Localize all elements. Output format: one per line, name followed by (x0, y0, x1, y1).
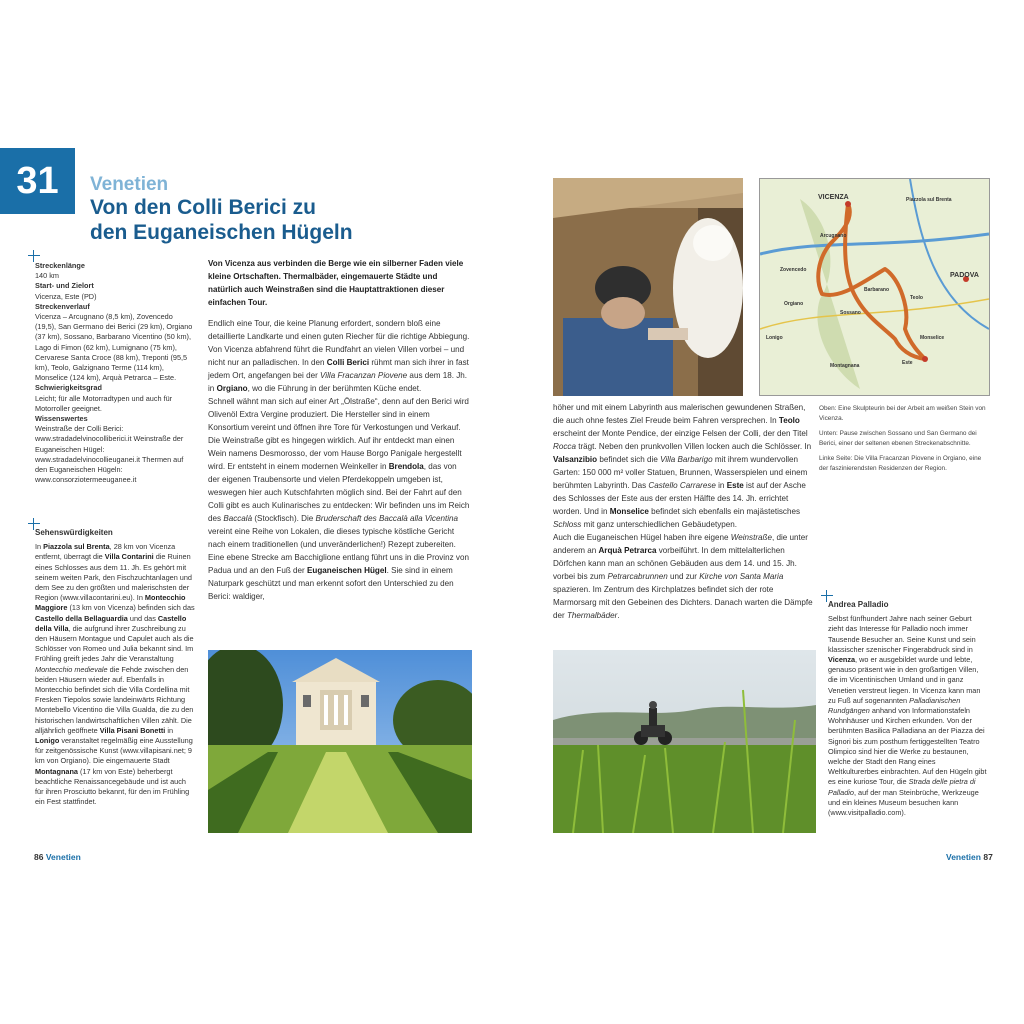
map-label-este: Este (902, 360, 913, 366)
palladio-heading: Andrea Palladio (828, 600, 889, 609)
map-label-lonigo: Lonigo (766, 335, 783, 341)
main-text-column-2 (553, 401, 815, 622)
caption-bottom: Unten: Pause zwischen Sossano und San Germano dei Berici, einer der seltenen ebenen Streckenabschnitte. (819, 430, 977, 447)
info-route: Vicenza – Arcugnano (8,5 km), Zovencedo (19,5), San Germano dei Berici (29 km), Orgiano (37 km), Sossano, Barbarano Vicentino (50 km), Lago di Fimon (62 km), Lumignano (75 km), Cervarese Santa Croce (88 km), Treponti (95,5 km), Teolo, Galzignano Terme (114 km), Monselice (124 km), Arquà Petrarca – Este. (35, 312, 193, 383)
folio-section-left: Venetien (45, 852, 81, 862)
info-difficulty: Leicht; für alle Motorradtypen und auch für Motorroller geeignet. (35, 393, 173, 413)
main-text-column-1 (208, 257, 470, 603)
info-knowledge-heading: Wissenswertes (35, 414, 88, 424)
info-route-heading: Streckenverlauf (35, 301, 90, 311)
captions-box (819, 404, 989, 480)
info-box (35, 261, 195, 485)
motorcycle-illustration (553, 650, 816, 833)
paragraph: höher und mit einem Labyrinth aus malerischen gewundenen Straßen, die auch ohne festes Ziel Freude beim Fahren versprechen. In Teolo erscheint der Monte Pendice, der einzige Felsen der Colli, der den Titel Rocca trägt. Neben den prunkvollen Villen locken auch die Schlösser. In Valsanzibio befindet sich die Villa Barbarigo mit ihrem wundervollen Garten: 150 000 m² voller Statuen, Brunnen, Wasserspielen und einem berühmten Labyrinth. Das Castello Carrarese in Este ist auf der Asche des Schlosses der Este aus der ersten Hälfte des 14. Jh. errichtet worden. Und in Monselice befindet sich ebenfalls ein majästetisches Schloss mit ganz unterschiedlichen Gebäudetypen. (553, 403, 812, 529)
tour-number-box: 31 (0, 148, 75, 214)
info-knowledge: Weinstraße der Colli Berici: www.stradadelvinocolliberici.it Weinstraße der Euganeischen Hügel: www.stradadelvinocollieuganei.it Thermen auf den Euganeischen Hügeln: www.consorziotermeeuganee.it (35, 424, 184, 485)
page-number-right: 87 (983, 852, 993, 862)
info-start-heading: Start- und Zielort (35, 281, 94, 291)
caption-top: Oben: Eine Skulpteurin bei der Arbeit am weißen Stein von Vicenza. (819, 405, 986, 422)
region-label: Venetien (90, 174, 169, 195)
caption-left-page: Linke Seite: Die Villa Fracanzan Piovene in Orgiano, eine der faszinierendsten Residenzen der Region. (819, 455, 982, 472)
map-label-brenta: Piazzola sul Brenta (906, 197, 952, 203)
title-line-1: Von den Colli Berici zu (90, 196, 316, 219)
info-difficulty-heading: Schwierigkeitsgrad (35, 383, 102, 393)
folio-right (946, 852, 993, 862)
sculptor-photo (553, 178, 743, 396)
map-label-vicenza: VICENZA (818, 194, 849, 201)
map-label-montagnana: Montagnana (830, 363, 860, 369)
sculptor-illustration (553, 178, 743, 396)
sights-box (35, 528, 195, 807)
villa-photo (208, 650, 472, 833)
info-length-heading: Streckenlänge (35, 261, 85, 270)
palladio-text: Selbst fünfhundert Jahre nach seiner Geburt zieht das Interesse für Palladio noch immer Tausende Besucher an. Seine Kunst und sein klassischer szenischer Fingerabdruck sind in Vicenza, wo er ausgebildet wurde und lebte, genauso präsent wie in den großartigen Villen, die im Vicentinischen Umland und in ganz Venetien verstreut liegen. In Vicenza kann man zu Fuß auf sogenannten Palladianischen Rundgängen anhand von Informationstafeln Wohnhäuser und Kirchen erkunden. Von der berühmten Basilica Palladiana an der Piazza dei Signori bis zum posthum fertiggestellten Teatro Olimpico sind hier die Werke zu bestaunen, welche der Stadt den Rang eines Weltkulturerbes einbrachten. Auf den Hügeln gibt es eine kuriose Tour, die Strada delle pietra di Palladio, auf der man Steinbrüche, Werkzeuge und ein kleines Museum besuchen kann (www.visitpalladio.com). (828, 614, 987, 818)
paragraph: Schnell wähnt man sich auf einer Art „Ölstraße“, denn auf den Berici wird Olivenöl Extra Vergine produziert. Die Hersteller sind in einem Konsortium vereint und öffnen ihre Tore für Verkostungen und Verkauf. Die Weinstraße gibt es hingegen wirklich. Auf ihr entdeckt man einen Wein namens Desmorosso, der vom Hause Borgo Panigale hergestellt wird. Er entsteht in einem modernen Weinkeller in Brendola, das von der eigenen Traubensorte und vielen Pferdekoppeln umgeben ist, weswegen hier auch Kutschfahrten möglich sind. Bei der Fahrt auf den Colli gibt es auch Kulinarisches zu entdecken: Wir befinden uns im Reich des Baccalà (Stockfisch). Die Bruderschaft des Baccalà alla Vicentina vereint eine Reihe von Lokalen, die dieses typische köstliche Gericht nach einem traditionellen (und unveränderlichen!) Rezept zubereiten. Eine ebene Strecke am Bacchiglione entlang führt uns in die Provinz von Padua und an den Fuß der Euganeischen Hügel. Sie sind in einem Naturpark geschützt und man erkennt sofort den Unterschied zu den Berici: waldiger, (208, 397, 470, 601)
villa-illustration (208, 650, 472, 833)
paragraph: Endlich eine Tour, die keine Planung erfordert, sondern bloß eine detaillierte Landkarte und einen guten Riecher für die richtige Abbiegung. Von Vicenza abfahrend führt die Rundfahrt an vielen Villen vorbei – und nicht nur an palladischen. In den Colli Berici rühmt man sich ihrer in fast jedem Ort, angefangen bei der Villa Fracanzan Piovene aus dem 18. Jh. in Orgiano, wo die Führung in der berühmten Küche endet. (208, 319, 470, 393)
palladio-box (828, 600, 988, 818)
map-label-zovencedo: Zovencedo (780, 267, 807, 273)
sights-text: In Piazzola sul Brenta, 28 km von Vicenza entfernt, überragt die Villa Contarini die Ruinen eines Schlosses aus dem 11. Jh. Es gehört mit seinem weiten Park, den Fischzuchtanlagen und dem See zu den größten und malerischsten der Region (www.villacontarini.eu). In Montecchio Maggiore (13 km von Vicenza) befinden sich das Castello della Bellaguardia und das Castello della Villa, die aufgrund ihrer Zuschreibung zu den Häusern Montague und Capulet auch als die Schlösser von Romeo und Julia bekannt sind. Im Frühling greift jedes Jahr die Veranstaltung Montecchio medievale die Fehde zwischen den beiden Häusern wieder auf. Ebenfalls in Montecchio befindet sich die Villa Cordellina mit Fresken Tiepolos sowie landeinwärts Richtung Montebello Vicentino die Villa Gualda, die zu den historischen landwirtschaftlichen Villen zählt. Die alljährlich geöffnete Villa Pisani Bonetti in Lonigo veranstaltet regelmäßig eine Ausstellung für zeitgenössische Kunst (www.villapisani.net; 9 km von Orgiano). Die eingemauerte Stadt Montagnana (17 km von Este) beherbergt beachtliche Renaissancegebäude und ist auch für ihren Prosciutto bekannt, für den im Frühling ein Fest stattfindet. (35, 542, 195, 807)
map-label-sossano: Sossano (840, 310, 861, 316)
title-line-2: den Euganeischen Hügeln (90, 221, 353, 244)
info-start: Vicenza, Este (PD) (35, 291, 97, 301)
folio-left (34, 852, 81, 862)
map-label-teolo: Teolo (910, 295, 923, 301)
lead-paragraph: Von Vicenza aus verbinden die Berge wie ein silberner Faden viele kleine Ortschaften. Thermalbäder, eingemauerte Städte und natürlich auch Weinstraßen sind die Hauptattraktionen dieser einfachen Tour. (208, 259, 464, 307)
sights-heading: Sehenswürdigkeiten (35, 528, 113, 537)
folio-section-right: Venetien (946, 852, 981, 862)
route-map-illustration (760, 179, 989, 395)
page-title (90, 195, 410, 245)
route-map (759, 178, 990, 396)
map-label-arcugnano: Arcugnano (820, 233, 847, 239)
map-label-monselice: Monselice (920, 335, 945, 341)
map-label-orgiano: Orgiano (784, 301, 804, 307)
page-number-left: 86 (34, 852, 44, 862)
info-length: 140 km (35, 271, 59, 281)
map-label-padova: PADOVA (950, 272, 979, 279)
motorcycle-photo (553, 650, 816, 833)
map-label-barbarano: Barbarano (864, 287, 890, 293)
paragraph: Auch die Euganeischen Hügel haben ihre eigene Weinstraße, die unter anderem an Arquà Petrarca vorbeiführt. In dem mittelalterlichen Dörfchen kann man an schönen Gebäuden aus dem 14. und 15. Jh. vorbei bis zum Petrarcabrunnen und zur Kirche von Santa Maria spazieren. Im Zentrum des Kirchplatzes befindet sich der rote Marmorsarg mit den Gebeinen des Dichters. Danach warten die Dämpfe der Thermalbäder. (553, 533, 813, 620)
